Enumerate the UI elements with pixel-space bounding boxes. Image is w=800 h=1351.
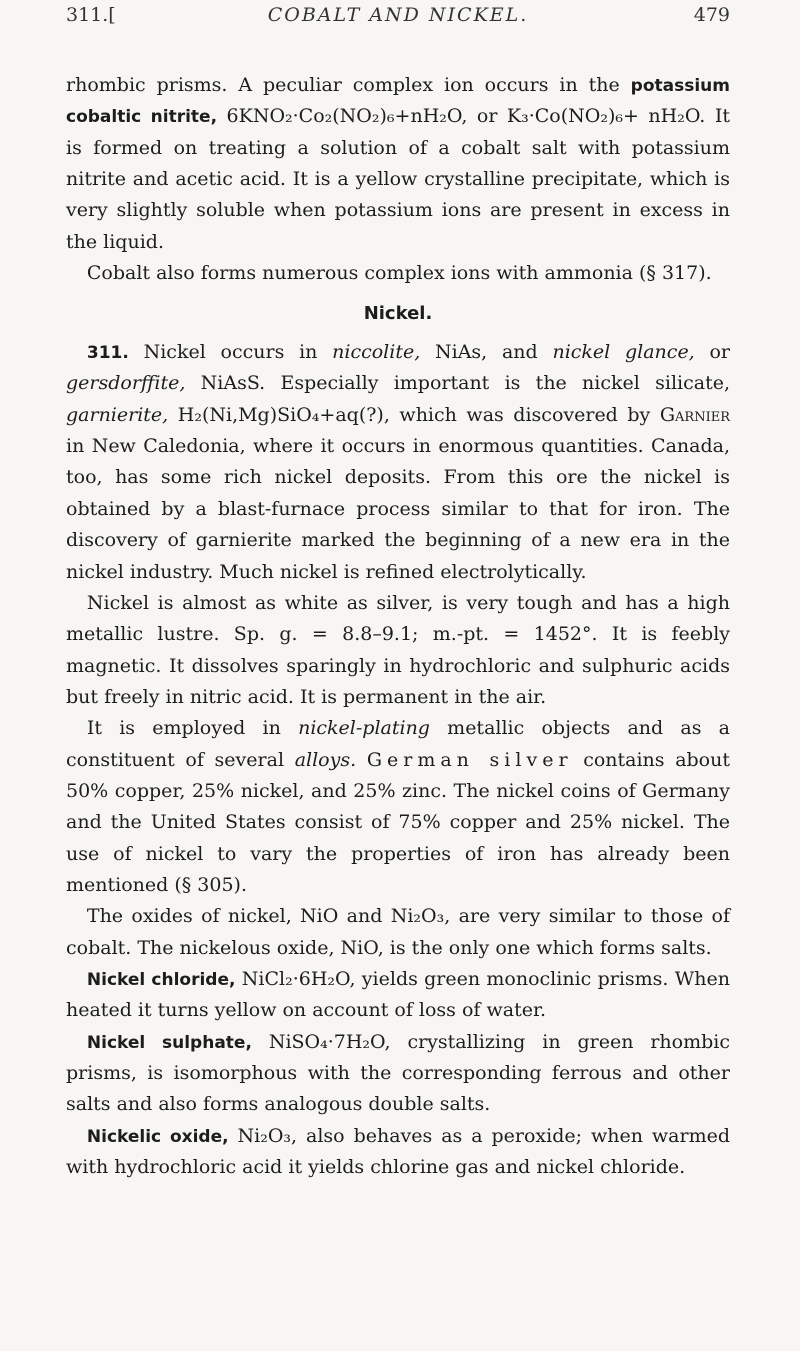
paragraph-nickel-uses: It is employed in nickel-plating metallic objects and as a constituent of several alloys. German silver contains about 50% copper, 25% nickel, and 25% zinc. The nickel coins of Germany and the United States consist of 75% copper and 25% nickel. The use of nickel to vary the properties of iron has already been mentioned (§ 305). — [66, 717, 730, 896]
paragraph-nickel-properties: Nickel is almost as white as silver, is very tough and has a high metallic lustre. Sp. g. = 8.8–9.1; m.-pt. = 1452°. It is feebly magnetic. It dissolves sparingly in hydrochloric and sulphuric acids but freely in nitric acid. It is permanent in the air. — [66, 591, 730, 708]
paragraph-nickel-occurrence: 311. Nickel occurs in niccolite, NiAs, and nickel glance, or gersdorffite, NiAsS. Especially important is the nickel silicate, garnierite, H₂(Ni,Mg)SiO₄+aq(?), which was discovered by Garnier in New Caledonia, where it occurs in enormous quantities. Canada, too, has some rich nickel deposits. From this ore the nickel is obtained by a blast-furnace process similar to that for iron. The discovery of garnierite marked the beginning of a new era in the nickel industry. Much nickel is refined electrolytically. — [66, 341, 731, 583]
running-title: COBALT AND NICKEL. — [267, 4, 529, 26]
paragraph-nickelic-oxide: Nickelic oxide, Ni₂O₃, also behaves as a peroxide; when warmed with hydrochloric acid it yields chlorine gas and nickel chloride. — [66, 1124, 730, 1179]
term-potassium-cobaltic-nitrite: potassium cobaltic nitrite, — [66, 76, 730, 128]
paragraph-number: 311. — [86, 343, 129, 364]
paragraph-potassium-cobaltic-nitrite: rhombic prisms. A peculiar complex ion occurs in the potassium cobaltic nitrite, 6KNO₂·Co₂(NO₂)₆+nH₂O, or K₃·Co(NO₂)₆+ nH₂O. It is formed on treating a solution of a cobalt salt with potassium nitrite and acetic acid. It is a yellow crystalline precipitate, which is very slightly soluble when potassium ions are present in excess in the liquid. — [66, 74, 730, 253]
page-number: 479 — [693, 4, 730, 26]
section-number: 311.[ — [66, 4, 116, 26]
paragraph-nickel-chloride: Nickel chloride, NiCl₂·6H₂O, yields green monoclinic prisms. When heated it turns yellow on account of loss of water. — [66, 967, 731, 1022]
page-body — [66, 70, 730, 1183]
paragraph-cobalt-complex-ions: Cobalt also forms numerous complex ions with ammonia (§ 317). — [86, 262, 712, 285]
paragraph-nickel-sulphate: Nickel sulphate, NiSO₄·7H₂O, crystallizing in green rhombic prisms, is isomorphous with the corresponding ferrous and other salts and also forms analogous double salts. — [66, 1030, 730, 1116]
paragraph-nickel-oxides: The oxides of nickel, NiO and Ni₂O₃, are very similar to those of cobalt. The nickelous oxide, NiO, is the only one which forms salts. — [66, 905, 730, 959]
section-title: Nickel. — [363, 303, 433, 325]
running-header — [66, 4, 730, 34]
